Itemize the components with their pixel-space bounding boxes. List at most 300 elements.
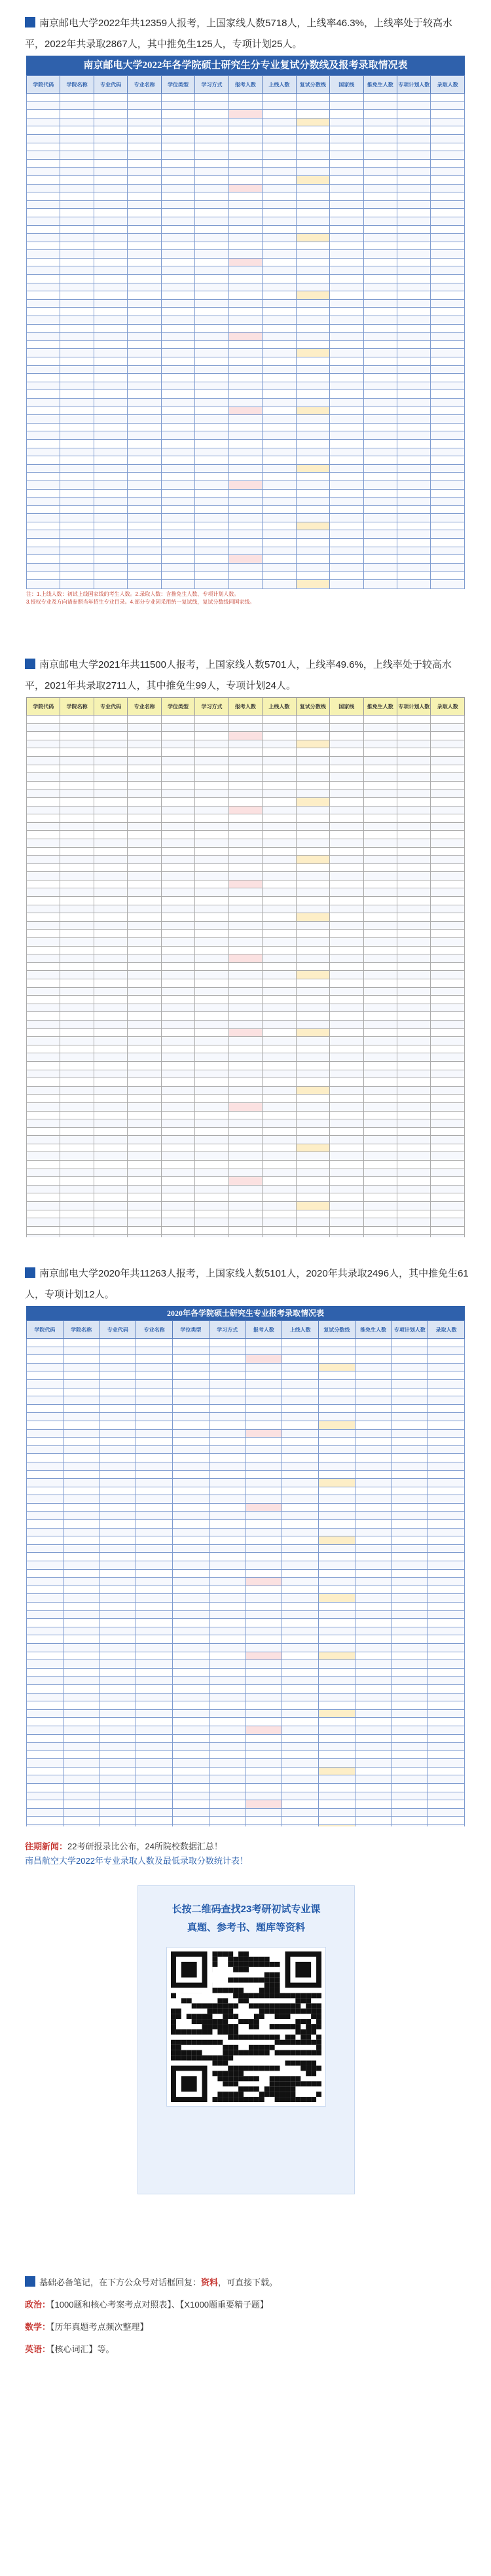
table-cell xyxy=(60,481,94,489)
qr-module xyxy=(238,1978,244,1983)
table-cell xyxy=(195,1193,228,1202)
qr-module xyxy=(228,2050,233,2056)
table-cell xyxy=(363,266,397,275)
table-cell xyxy=(263,184,296,192)
table-cell xyxy=(173,1544,209,1553)
table-cell xyxy=(27,1169,60,1177)
table-cell xyxy=(228,324,262,333)
table-cell xyxy=(431,1136,465,1144)
table-cell xyxy=(431,946,465,954)
table-cell xyxy=(27,946,60,954)
table-cell xyxy=(228,266,262,275)
news-line xyxy=(25,1854,470,1868)
table-cell xyxy=(136,1379,173,1388)
square-bullet-icon xyxy=(25,1267,35,1278)
table-cell xyxy=(228,888,262,897)
table-cell xyxy=(27,1487,64,1495)
table-cell xyxy=(195,398,228,407)
qr-module xyxy=(295,2050,300,2056)
table-cell xyxy=(60,225,94,234)
table-cell xyxy=(245,1404,282,1413)
table-cell xyxy=(60,324,94,333)
table-cell xyxy=(60,489,94,498)
table-cell xyxy=(195,1185,228,1193)
column-header: 录取人数 xyxy=(428,1321,465,1339)
table-cell xyxy=(263,756,296,765)
table-cell xyxy=(209,1388,245,1396)
table-cell xyxy=(397,415,430,424)
table-cell xyxy=(355,1528,391,1536)
table-cell xyxy=(94,175,127,184)
table-cell xyxy=(94,340,127,349)
table-cell xyxy=(63,1429,100,1438)
table-cell xyxy=(263,979,296,988)
table-cell xyxy=(27,1792,64,1800)
table-cell xyxy=(363,192,397,201)
qr-module xyxy=(270,1978,275,1983)
table-cell xyxy=(195,1169,228,1177)
table-cell xyxy=(128,921,161,930)
table-cell xyxy=(330,431,363,440)
table-cell xyxy=(431,456,465,465)
table-cell xyxy=(391,1544,428,1553)
qr-module xyxy=(223,2061,228,2066)
table-cell xyxy=(431,831,465,839)
qr-module xyxy=(300,2029,306,2035)
table-cell xyxy=(391,1454,428,1462)
table-cell xyxy=(431,200,465,209)
table-cell xyxy=(355,1429,391,1438)
table-row xyxy=(27,1355,465,1364)
table-cell xyxy=(330,316,363,325)
qr-module xyxy=(295,2097,300,2102)
qr-module xyxy=(259,1993,264,1998)
qr-module xyxy=(238,2035,244,2040)
table-cell xyxy=(428,1520,465,1529)
table-cell xyxy=(100,1520,136,1529)
table-cell xyxy=(209,1817,245,1825)
table-cell xyxy=(161,514,194,522)
table-cell xyxy=(128,431,161,440)
table-cell xyxy=(100,1726,136,1734)
table-cell xyxy=(330,1045,363,1053)
table-cell xyxy=(60,555,94,564)
column-header: 推免生人数 xyxy=(363,698,397,716)
table-cell xyxy=(195,563,228,571)
table-cell xyxy=(60,431,94,440)
table-cell xyxy=(363,184,397,192)
table-cell xyxy=(391,1627,428,1635)
qr-module xyxy=(249,1957,254,1962)
table-cell xyxy=(330,456,363,465)
table-cell xyxy=(397,266,430,275)
table-cell xyxy=(161,913,194,922)
table-2020 xyxy=(26,1306,465,1826)
table-row xyxy=(27,1792,465,1800)
qr-module xyxy=(233,2081,238,2086)
table-cell xyxy=(195,756,228,765)
table-cell xyxy=(94,349,127,357)
table-cell xyxy=(428,1775,465,1784)
table-cell xyxy=(195,571,228,580)
table-cell xyxy=(319,1635,355,1644)
table-cell xyxy=(397,159,430,168)
table-cell xyxy=(94,431,127,440)
table-cell xyxy=(263,473,296,481)
qr-module xyxy=(228,2076,233,2081)
table-cell xyxy=(128,308,161,316)
table-cell xyxy=(363,962,397,971)
table-cell xyxy=(60,1053,94,1062)
table-cell xyxy=(428,1438,465,1446)
table-cell xyxy=(282,1775,319,1784)
table-cell xyxy=(60,266,94,275)
table-cell xyxy=(391,1759,428,1768)
qr-module xyxy=(202,2040,208,2045)
table-cell xyxy=(263,839,296,847)
table-cell xyxy=(173,1594,209,1603)
table-cell xyxy=(245,1536,282,1545)
table-cell xyxy=(296,1136,329,1144)
qr-module xyxy=(187,2040,192,2045)
qr-module xyxy=(176,2014,181,2019)
table-cell xyxy=(173,1396,209,1405)
table-row xyxy=(27,357,465,366)
table-cell xyxy=(27,250,60,259)
qr-module xyxy=(285,2014,290,2019)
table-cell xyxy=(136,1479,173,1487)
table-cell xyxy=(296,159,329,168)
footer-item xyxy=(25,2294,470,2316)
qr-module xyxy=(280,2097,285,2102)
table-row xyxy=(27,1767,465,1775)
table-cell xyxy=(63,1808,100,1817)
table-cell xyxy=(161,118,194,126)
table-cell xyxy=(263,1020,296,1028)
table-cell xyxy=(161,489,194,498)
table-cell xyxy=(391,1775,428,1784)
table-row xyxy=(27,365,465,374)
table-cell xyxy=(27,1119,60,1128)
table-cell xyxy=(431,996,465,1004)
qr-module xyxy=(275,2092,280,2097)
table-cell xyxy=(195,987,228,996)
table-cell xyxy=(263,1152,296,1161)
table-cell xyxy=(27,847,60,856)
table-cell xyxy=(94,134,127,143)
table-cell xyxy=(60,151,94,160)
table-cell xyxy=(330,1086,363,1095)
table-cell xyxy=(128,505,161,514)
table-cell xyxy=(128,1144,161,1152)
table-cell xyxy=(27,1718,64,1726)
table-cell xyxy=(431,110,465,118)
table-cell xyxy=(228,1078,262,1087)
table-cell xyxy=(397,1235,430,1237)
table-row xyxy=(27,831,465,839)
table-cell xyxy=(63,1404,100,1413)
table-cell xyxy=(319,1610,355,1619)
footer-intro-a: 基础必备笔记，在下方公众号对话框回复： xyxy=(39,2277,202,2287)
table-cell xyxy=(363,126,397,135)
table-cell xyxy=(296,340,329,349)
table-cell xyxy=(27,1037,60,1045)
qr-module xyxy=(244,1967,249,1972)
table-cell xyxy=(296,439,329,448)
table-cell xyxy=(60,897,94,905)
table-cell xyxy=(363,357,397,366)
table-cell xyxy=(296,456,329,465)
table-cell xyxy=(330,732,363,740)
table-cell xyxy=(263,1235,296,1237)
qr-module xyxy=(306,2071,311,2076)
table-cell xyxy=(319,1643,355,1652)
qr-module xyxy=(233,2045,238,2050)
table-cell xyxy=(27,1086,60,1095)
qr-code-icon[interactable] xyxy=(167,1948,325,2106)
qr-module xyxy=(275,2076,280,2081)
table-cell xyxy=(60,1235,94,1237)
table-cell xyxy=(209,1635,245,1644)
table-cell xyxy=(27,1512,64,1520)
table-row xyxy=(27,1603,465,1611)
table-cell xyxy=(161,979,194,988)
table-cell xyxy=(94,806,127,814)
table-cell xyxy=(63,1684,100,1693)
table-cell xyxy=(282,1479,319,1487)
table-row xyxy=(27,880,465,888)
table-cell xyxy=(195,184,228,192)
table-cell xyxy=(27,365,60,374)
table-cell xyxy=(228,250,262,259)
table-cell xyxy=(330,547,363,555)
table-cell xyxy=(282,1454,319,1462)
table-cell xyxy=(100,1627,136,1635)
table-cell xyxy=(431,217,465,225)
table-cell xyxy=(94,258,127,266)
table-cell xyxy=(245,1817,282,1825)
table-cell xyxy=(60,938,94,947)
table-cell xyxy=(173,1792,209,1800)
table-cell xyxy=(128,423,161,431)
table-cell xyxy=(330,1037,363,1045)
table-cell xyxy=(94,126,127,135)
news-link[interactable]: 22考研报录比公布，24所院校数据汇总！ xyxy=(67,1841,223,1851)
table-cell xyxy=(63,1536,100,1545)
table-cell xyxy=(296,168,329,176)
table-cell xyxy=(173,1775,209,1784)
qr-module xyxy=(290,2008,295,2014)
table-cell xyxy=(27,126,60,135)
table-cell xyxy=(27,1061,60,1070)
table-cell xyxy=(60,283,94,291)
table-cell xyxy=(330,797,363,806)
table-cell xyxy=(128,962,161,971)
table-cell xyxy=(391,1784,428,1792)
table-cell xyxy=(355,1635,391,1644)
table-cell xyxy=(397,1078,430,1087)
table-cell xyxy=(431,291,465,300)
table-cell xyxy=(128,407,161,415)
table-cell xyxy=(195,382,228,390)
table-cell xyxy=(363,398,397,407)
table-cell xyxy=(319,1684,355,1693)
table-cell xyxy=(27,481,60,489)
table-cell xyxy=(245,1429,282,1438)
table-cell xyxy=(100,1438,136,1446)
table-cell xyxy=(60,308,94,316)
table-cell xyxy=(296,530,329,539)
table-cell xyxy=(27,1594,64,1603)
table-cell xyxy=(391,1470,428,1479)
table-cell xyxy=(428,1561,465,1570)
table-cell xyxy=(431,333,465,341)
qr-module xyxy=(244,1962,249,1967)
qr-module xyxy=(217,2056,223,2061)
table-cell xyxy=(431,266,465,275)
table-cell xyxy=(195,365,228,374)
table-cell xyxy=(319,1586,355,1594)
table-cell xyxy=(195,1235,228,1237)
table-cell xyxy=(431,283,465,291)
table-cell xyxy=(100,1594,136,1603)
table-cell xyxy=(228,588,262,589)
table-cell xyxy=(27,1784,64,1792)
table-cell xyxy=(27,1012,60,1021)
table-cell xyxy=(245,1709,282,1718)
table-cell xyxy=(319,1470,355,1479)
table-cell xyxy=(60,448,94,456)
table-cell xyxy=(355,1784,391,1792)
table-cell xyxy=(27,1363,64,1371)
table-cell xyxy=(355,1355,391,1364)
table-cell xyxy=(228,349,262,357)
table-cell xyxy=(428,1363,465,1371)
table-cell xyxy=(296,423,329,431)
table-cell xyxy=(128,159,161,168)
table-cell xyxy=(60,880,94,888)
table-cell xyxy=(228,740,262,748)
table-cell xyxy=(296,184,329,192)
table-row xyxy=(27,1161,465,1169)
table-row xyxy=(27,498,465,506)
table-cell xyxy=(63,1668,100,1677)
table-cell xyxy=(195,1226,228,1235)
table-cell xyxy=(128,340,161,349)
table-cell xyxy=(100,1701,136,1710)
table-cell xyxy=(363,390,397,399)
qr-module xyxy=(244,2035,249,2040)
table-cell xyxy=(94,200,127,209)
table-cell xyxy=(263,863,296,872)
table-cell xyxy=(397,1070,430,1078)
table-cell xyxy=(209,1536,245,1545)
table-cell xyxy=(319,1339,355,1347)
table-cell xyxy=(330,184,363,192)
table-cell xyxy=(60,1127,94,1136)
table-cell xyxy=(27,489,60,498)
qr-module xyxy=(233,1957,238,1962)
table-cell xyxy=(363,987,397,996)
column-header: 学院名称 xyxy=(63,1321,100,1339)
table-cell xyxy=(161,1177,194,1186)
table-cell xyxy=(195,555,228,564)
table-cell xyxy=(282,1726,319,1734)
table-cell xyxy=(63,1339,100,1347)
table-cell xyxy=(228,1061,262,1070)
qr-module xyxy=(275,2035,280,2040)
table-cell xyxy=(63,1643,100,1652)
table-cell xyxy=(296,94,329,102)
table-cell xyxy=(263,946,296,954)
table-cell xyxy=(363,1136,397,1144)
table-cell xyxy=(319,1668,355,1677)
table-cell xyxy=(263,217,296,225)
table-cell xyxy=(330,1218,363,1227)
table-cell xyxy=(397,448,430,456)
table-cell xyxy=(173,1743,209,1751)
table-cell xyxy=(161,716,194,724)
table-cell xyxy=(60,200,94,209)
table-cell xyxy=(27,505,60,514)
table-cell xyxy=(161,1218,194,1227)
table-cell xyxy=(431,1078,465,1087)
table-cell xyxy=(209,1668,245,1677)
table-cell xyxy=(355,1619,391,1627)
table-cell xyxy=(161,333,194,341)
table-cell xyxy=(397,439,430,448)
table-cell xyxy=(27,1635,64,1644)
table-cell xyxy=(397,209,430,217)
qr-module xyxy=(244,2076,249,2081)
table-row xyxy=(27,126,465,135)
table-cell xyxy=(195,316,228,325)
table-cell xyxy=(27,168,60,176)
table-cell xyxy=(63,1800,100,1809)
table-cell xyxy=(27,1767,64,1775)
table-cell xyxy=(128,1193,161,1202)
table-cell xyxy=(27,1421,64,1429)
table-cell xyxy=(27,863,60,872)
footer-keyword: 资料 xyxy=(201,2277,219,2287)
table-cell xyxy=(60,905,94,913)
table-cell xyxy=(397,250,430,259)
table-cell xyxy=(263,831,296,839)
qr-module xyxy=(208,2019,213,2024)
table-cell xyxy=(128,266,161,275)
table-cell xyxy=(296,1169,329,1177)
table-cell xyxy=(428,1355,465,1364)
table-cell xyxy=(330,308,363,316)
table-cell xyxy=(330,192,363,201)
table-row xyxy=(27,1643,465,1652)
news-link[interactable]: 南昌航空大学2022年专业录取人数及最低录取分数统计表！ xyxy=(25,1856,248,1866)
table-cell xyxy=(209,1792,245,1800)
table-cell xyxy=(330,118,363,126)
table-cell xyxy=(397,921,430,930)
qr-module xyxy=(306,2008,311,2014)
table-cell xyxy=(330,1226,363,1235)
qr-module xyxy=(270,2008,275,2014)
table-cell xyxy=(397,962,430,971)
table-cell xyxy=(296,1111,329,1119)
table-row xyxy=(27,118,465,126)
table-cell xyxy=(161,588,194,589)
table-cell xyxy=(60,423,94,431)
table-cell xyxy=(296,431,329,440)
table-cell xyxy=(173,1429,209,1438)
table-cell xyxy=(330,555,363,564)
